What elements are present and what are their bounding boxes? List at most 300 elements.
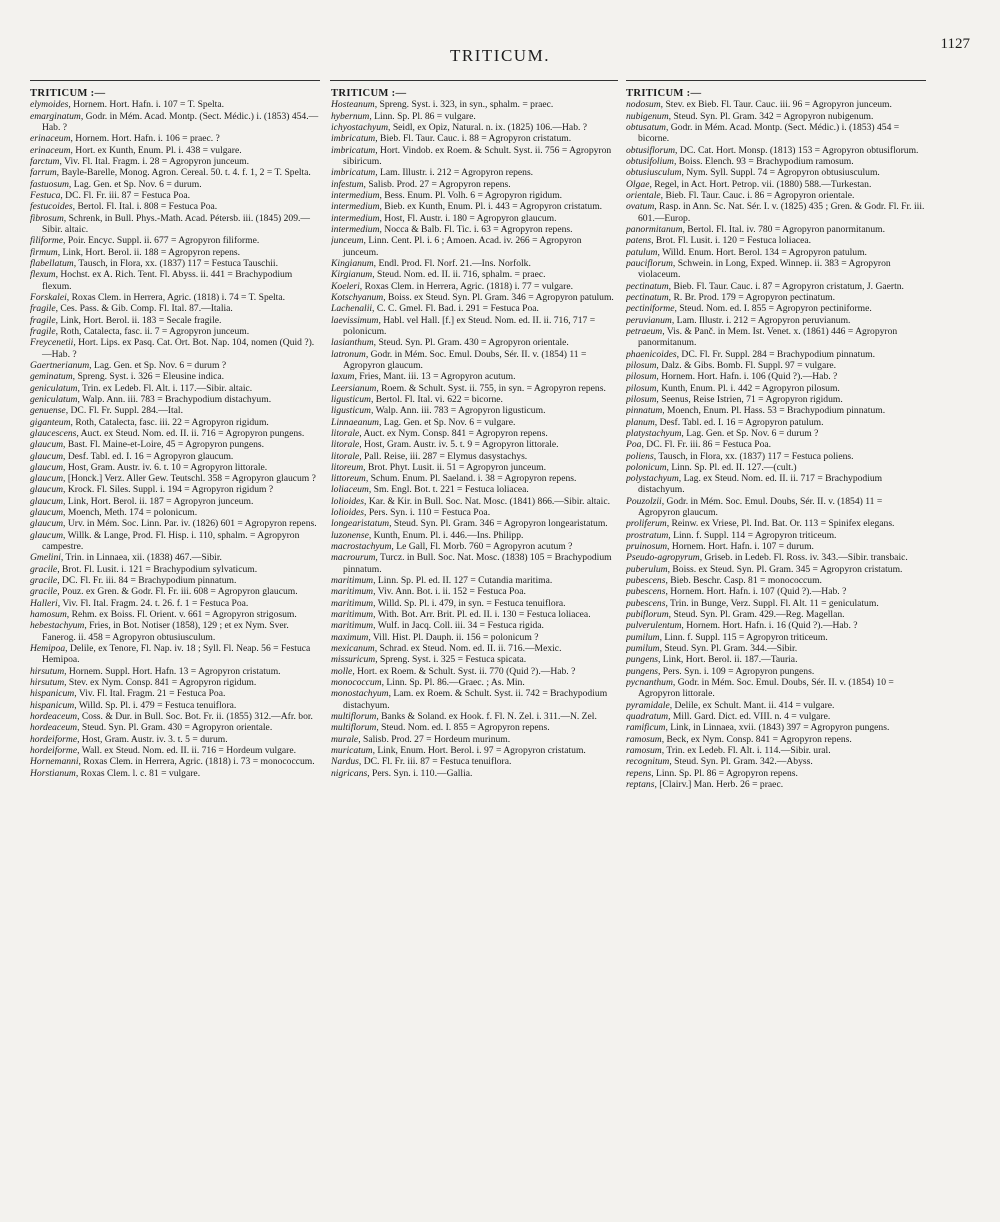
species-name: litorale [331,427,360,439]
citation-text: , Le Gall, Fl. Morb. 760 = Agropyron acutum ? [391,541,573,553]
index-entry [331,484,619,495]
citation-text: , Linn. Sp. Pl. 86 = vulgare. [369,110,476,122]
index-entry [331,620,619,631]
index-entry [331,99,619,110]
species-name: junceum [331,235,364,247]
index-entry [30,745,320,756]
citation-text: , Bertol. Fl. Ital. vi. 622 = bicorne. [370,393,503,405]
citation-text: , Link, Hort. Berol. ii. 187.—Tauria. [657,654,798,666]
citation-text: , Bieb. Fl. Taur. Cauc. i. 86 = Agropyron orientale. [660,189,855,201]
citation-text: , Lag. Gen. et Sp. Nov. 6 = durum. [68,178,202,190]
index-entry [626,190,926,201]
citation-text: , Link, Enum. Hort. Berol. i. 97 = Agropyron cristatum. [372,745,586,757]
species-name: pumilum [626,631,660,643]
species-name: imbricatum [331,144,376,156]
citation-text: , Hornem. Hort. Hafn. i. 106 = praec. ? [70,133,220,145]
species-name: imbricatum [331,133,376,145]
citation-text: , Link, in Linnaea, xvii. (1843) 397 = Agropyron pungens. [665,722,890,734]
citation-text: , Moench, Enum. Pl. Hass. 53 = Brachypodium pinnatum. [662,405,886,417]
index-entry [626,722,926,733]
species-name: maritimum [331,620,374,632]
species-name: nigricans [331,767,368,779]
citation-text: , Host, Gram. Austr. iv. 6. t. 10 = Agropyron littorale. [63,461,268,473]
species-name: geminatum [30,371,73,383]
citation-text: , Roth, Catalecta, fasc. ii. 7 = Agropyron junceum. [55,325,250,337]
species-name: geniculatum [30,382,78,394]
index-entry [626,451,926,462]
index-entry [626,383,926,394]
species-name: pubiflorum [626,609,669,621]
citation-text: , Bertol. Fl. Ital. iv. 780 = Agropyron panormitanum. [682,223,886,235]
citation-text: , Link, Hort. Berol. ii. 187 = Agropyron junceum. [63,495,254,507]
citation-text: , Walp. Ann. iii. 783 = Agropyron ligusticum. [370,405,546,417]
index-entry [626,122,926,145]
citation-text: , Kunth, Enum. Pl. i. 446.—Ins. Philipp. [368,529,524,541]
citation-text: , Steud. Syn. Pl. Gram. 429.—Reg. Magellan. [668,609,845,621]
index-entry [331,586,619,597]
species-name: Nardus [331,756,359,768]
citation-text: , With. Bot. Arr. Brit. Pl. ed. II. i. 130 = Festuca loliacea. [373,609,591,621]
citation-text: , Desf. Tabl. ed. I. 16 = Agropyron patulum. [654,416,824,428]
citation-text: , Lam. ex Roem. & Schult. Syst. ii. 742 = Brachypodium distachyum. [343,688,608,711]
species-name: Hosteanum [331,99,375,111]
index-entry [331,281,619,292]
species-name: Horstianum [30,767,76,779]
index-entry [30,734,320,745]
species-name: nubigenum [626,110,669,122]
citation-text: , Kunth, Enum. Pl. i. 442 = Agropyron pilosum. [656,382,840,394]
citation-text: , Hort. Lips. ex Pasq. Cat. Ort. Bot. Nap. 104, nomen (Quid ?).—Hab. ? [42,337,315,360]
index-entry [626,654,926,665]
index-entry [331,530,619,541]
index-entry [626,620,926,631]
citation-text: , Trin. in Linnaea, xii. (1838) 467.—Sibir. [60,552,222,564]
column-rule-1 [30,80,320,81]
index-entry [30,371,320,382]
citation-text: , Bieb. Fl. Taur. Cauc. i. 88 = Agropyron cristatum. [375,133,572,145]
citation-text: , Roem. & Schult. Syst. ii. 755, in syn. = Agropyron repens. [376,382,606,394]
index-entry [626,179,926,190]
index-entry [626,439,926,450]
species-name: loliaceum [331,484,369,496]
citation-text: , Linn. Sp. Pl. 86.—Graec. ; As. Min. [381,677,525,689]
species-name: hordeaceum [30,711,78,723]
citation-text: , Link, Hort. Berol. ii. 183 = Secale fragile. [55,314,222,326]
citation-text: , Godr. in Mém. Soc. Emul. Doubs, Sér. II. v. (1854) 11 = Agropyron glaucum. [638,495,883,519]
index-entry [331,541,619,552]
index-entry [331,756,619,767]
index-column-1 [30,88,320,1198]
species-name: glaucum [30,507,64,519]
species-name: hordeiforme [30,733,78,745]
index-entry [30,620,320,643]
index-entry [30,99,320,110]
citation-text: , R. Br. Prod. 179 = Agropyron pectinatum. [668,291,836,303]
citation-text: , Auct. ex Nym. Consp. 841 = Agropyron repens. [359,427,548,439]
species-name: platystachyum [626,427,682,439]
citation-text: , Nocca & Balb. Fl. Tic. i. 63 = Agropyron repens. [379,223,573,235]
index-entry [331,201,619,212]
index-column-2 [331,88,619,1198]
citation-text: , Wall. ex Steud. Nom. ed. II. ii. 716 = Hordeum vulgare. [77,745,297,757]
species-name: pilosum [626,382,657,394]
index-entry [331,428,619,439]
species-name: missuricum [331,654,376,666]
species-name: Halleri [30,597,58,609]
species-name: proliferum [626,518,667,530]
citation-text: , Pers. Syn. i. 110 = Festuca Poa. [364,507,491,519]
index-entry [626,700,926,711]
index-entry [626,201,926,224]
species-name: maritimum [331,586,374,598]
species-name: Lachenalii [331,303,373,315]
index-entry [331,315,619,338]
citation-text: , Viv. Fl. Ital. Fragm. 21 = Festuca Poa. [74,688,226,700]
species-name: erinaceum [30,144,71,156]
index-entry [30,688,320,699]
species-name: Forskalei [30,291,67,303]
species-name: nodosum [626,99,661,111]
citation-text: , Godr. in Mém. Soc. Emul. Doubs, Sér. II. v. (1854) 10 = Agropyron littorale. [638,677,894,700]
species-name: pilosum [626,393,657,405]
index-entry [30,768,320,779]
index-entry [331,598,619,609]
species-name: lasianthum [331,337,374,349]
index-entry [331,349,619,372]
index-entry [626,711,926,722]
citation-text: , Urv. in Mém. Soc. Linn. Par. iv. (1826) 601 = Agropyron repens. [63,518,317,530]
species-name: filiforme [30,235,64,247]
index-entry [30,496,320,507]
index-entry [331,609,619,620]
citation-text: , Viv. Ann. Bot. i. ii. 152 = Festuca Poa. [373,586,526,598]
citation-text: , Roxas Clem. in Herrera, Agric. (1818) i. 74 = T. Spelta. [66,291,285,303]
species-name: hybernum [331,110,370,122]
citation-text: , Turcz. in Bull. Soc. Nat. Mosc. (1838) 105 = Brachypodium pinnatum. [343,552,612,575]
citation-text: , Vis. & Panč. in Mem. Ist. Venet. x. (1861) 446 = Agropyron panormitanum. [638,325,898,349]
species-name: glaucum [30,450,64,462]
index-entry [626,405,926,416]
index-entry [626,779,926,790]
index-entry [626,598,926,609]
index-entry [331,575,619,586]
species-name: pinnatum [626,405,663,417]
citation-text: , Auct. ex Steud. Nom. ed. II. ii. 716 = Agropyron pungens. [76,427,305,439]
species-name: hirsutum [30,677,65,689]
citation-text: , Link, Hort. Berol. ii. 188 = Agropyron repens. [57,246,241,258]
citation-text: , Bertol. Fl. Ital. i. 808 = Festuca Poa. [72,201,218,213]
index-entry [331,473,619,484]
species-name: Freycenetii [30,337,74,349]
species-name: laevissimum [331,314,379,326]
species-name: hamosum [30,609,67,621]
citation-text: , Linn. Sp. Pl. ed. II. 127 = Cutandia maritima. [373,575,553,587]
index-entry [30,303,320,314]
citation-text: , Schwein. in Long, Exped. Winnep. ii. 383 = Agropyron violaceum. [638,257,891,281]
index-entry [331,167,619,178]
species-name: Kotschyanum [331,291,384,303]
citation-text: , Boiss. Elench. 93 = Brachypodium ramosum. [673,155,854,167]
index-entry [30,586,320,597]
species-name: geniculatum [30,393,78,405]
species-name: pubescens [626,597,666,609]
index-entry [331,269,619,280]
citation-text: , Willd. Sp. Pl. i. 479, in syn. = Festuca tenuiflora. [373,597,566,609]
index-entry [30,292,320,303]
species-name: repens [626,767,652,779]
species-name: ligusticum [331,393,371,405]
column-heading: TRITICUM :— [626,88,702,99]
species-name: genuense [30,405,66,417]
species-name: panormitanum [626,223,683,235]
index-entry [626,417,926,428]
species-name: ramificum [626,722,666,734]
citation-text: , Salisb. Prod. 27 = Hordeum murinum. [358,733,511,745]
index-entry [331,122,619,133]
species-name: litorale [331,450,360,462]
citation-text: , Tausch, in Flora, xx. (1837) 117 = Festuca poliens. [653,450,854,462]
species-name: macrostachyum [331,541,392,553]
index-entry [626,768,926,779]
index-entry [331,462,619,473]
citation-text: , Habl. vel Hall. [f.] ex Steud. Nom. ed. II. ii. 716, 717 = polonicum. [343,314,596,337]
index-entry [30,484,320,495]
citation-text: , Boiss. ex Steud. Syn. Pl. Gram. 346 = Agropyron patulum. [383,291,614,303]
species-name: obtusiflorum [626,144,676,156]
citation-text: , Hort. ex Roem. & Schult. Syst. ii. 770 (Quid ?).—Hab. ? [352,665,576,677]
species-name: giganteum [30,416,71,428]
index-entry [331,666,619,677]
index-entry [30,258,320,269]
species-name: Kingianum [331,257,374,269]
citation-text: , Steud. Syn. Pl. Gram. 342 = Agropyron nubigenum. [668,110,874,122]
species-name: farctum [30,155,60,167]
index-entry [30,156,320,167]
species-name: littoreum [331,473,366,485]
citation-text: , Lam. Illustr. i. 212 = Agropyron repens. [375,167,534,179]
species-name: glaucum [30,439,64,451]
index-entry [331,677,619,688]
citation-text: , Schrenk, in Bull. Phys.-Math. Acad. Pétersb. iii. (1845) 209.—Sibir. altaic. [42,212,310,235]
index-entry [331,654,619,665]
citation-text: , Reinw. ex Vriese, Pl. Ind. Bat. Or. 113 = Spinifex elegans. [666,518,895,530]
species-name: puberulum [626,563,668,575]
citation-text: , Tausch, in Flora, xx. (1837) 117 = Festuca Tauschii. [73,257,278,269]
species-name: maritimum [331,575,374,587]
citation-text: , Seidl, ex Opiz, Natural. n. ix. (1825) 106.—Hab. ? [388,121,588,133]
citation-text: , Steud. Nom. ed. II. ii. 716, sphalm. = praec. [372,269,546,281]
index-entry [626,575,926,586]
citation-text: , Roxas Clem. in Herrera, Agric. (1818) i. 73 = monococcum. [78,756,315,768]
species-name: glaucum [30,529,64,541]
citation-text: , Wulf. in Jacq. Coll. iii. 34 = Festuca rigida. [373,620,544,632]
species-name: maritimum [331,609,374,621]
index-entry [30,417,320,428]
species-name: molle [331,665,353,677]
citation-text: , Hornem. Hort. Hafn. i. 107 = T. Spelta. [68,99,224,111]
index-entry [30,700,320,711]
citation-text: , Trin. ex Ledeb. Fl. Alt. i. 117.—Sibir. altaic. [77,382,253,394]
citation-text: , Sm. Engl. Bot. t. 221 = Festuca loliacea. [368,484,529,496]
index-entry [331,235,619,258]
species-name: pectiniforme [626,303,675,315]
citation-text: , Hornem. Hort. Hafn. i. 107 = durum. [667,541,814,553]
species-name: Festuca [30,189,61,201]
species-name: Poa [626,439,642,451]
citation-text: , Dalz. & Gibs. Bomb. Fl. Suppl. 97 = vulgare. [656,359,837,371]
index-entry [626,530,926,541]
index-entry [331,111,619,122]
index-entry [626,586,926,597]
species-name: elymoides [30,99,69,111]
species-name: patulum [626,246,658,258]
species-name: intermedium [331,212,380,224]
index-entry [331,451,619,462]
citation-text: , Steud. Syn. Pl. Gram. 344.—Sibir. [659,643,798,655]
citation-text: , Steud. Syn. Pl. Gram. 346 = Agropyron longearistatum. [389,518,608,530]
index-entry [331,190,619,201]
species-name: poliens [626,450,654,462]
index-entry [30,213,320,236]
index-entry [30,439,320,450]
species-name: latronum [331,348,366,360]
citation-text: , Trin. ex Ledeb. Fl. Alt. i. 114.—Sibir. ural. [661,745,831,757]
species-name: laxum [331,371,355,383]
index-entry [30,201,320,212]
species-name: ramosum [626,733,662,745]
index-entry [331,734,619,745]
index-entry [626,677,926,700]
citation-text: , Endl. Prod. Fl. Norf. 21.—Ins. Norfolk. [373,257,531,269]
citation-text: , DC. Fl. Fr. Suppl. 284 = Brachypodium pinnatum. [676,348,875,360]
index-entry [331,552,619,575]
citation-text: , Rehm. ex Boiss. Fl. Orient. v. 661 = Agropyron strigosum. [66,609,297,621]
species-name: fragile [30,303,56,315]
species-name: pulverulentum [626,620,682,632]
species-name: peruvianum [626,314,672,326]
species-name: pycnanthum [626,677,673,689]
citation-text: , Hochst. ex A. Rich. Tent. Fl. Abyss. ii. 441 = Brachypodium flexum. [42,269,293,292]
index-entry [331,258,619,269]
citation-text: , Fries, Mant. iii. 13 = Agropyron acutum. [354,371,516,383]
index-entry [331,179,619,190]
species-name: obtusatum [626,121,666,133]
species-name: hordeiforme [30,745,78,757]
index-entry [626,666,926,677]
citation-text: , Lam. Illustr. i. 212 = Agropyron peruvianum. [671,314,851,326]
species-name: hirsutum [30,665,65,677]
citation-text: , Beck, ex Nym. Consp. 841 = Agropyron repens. [661,733,852,745]
citation-text: , Lag. Gen. et Sp. Nov. 6 = durum ? [89,359,227,371]
index-entry [626,247,926,258]
citation-text: , Vill. Hist. Pl. Dauph. ii. 156 = polonicum ? [368,631,539,643]
species-name: pruinosum [626,541,668,553]
citation-text: , Mill. Gard. Dict. ed. VIII. n. 4 = vulgare. [668,711,831,723]
citation-text: , Brot. Fl. Lusit. i. 121 = Brachypodium sylvaticum. [57,563,258,575]
index-entry [626,371,926,382]
species-name: firmum [30,246,58,258]
species-name: patens [626,235,652,247]
species-name: multiflorum [331,722,377,734]
species-name: obtusifolium [626,155,674,167]
citation-text: , Host, Gram. Austr. iv. 3. t. 5 = durum. [77,733,228,745]
species-name: intermedium [331,223,380,235]
species-name: intermedium [331,201,380,213]
citation-text: , Fries, in Bot. Notiser (1858), 129 ; et ex Nym. Sver. Fanerog. ii. 458 = Agropyron obtusiusculum. [42,620,289,643]
citation-text: , DC. Fl. Fr. iii. 87 = Festuca Poa. [60,189,190,201]
index-entry [30,473,320,484]
species-name: emarginatum [30,110,81,122]
index-entry [331,745,619,756]
index-entry [30,111,320,134]
species-name: pauciflorum [626,257,673,269]
page-header [0,34,1000,66]
index-entry [626,326,926,349]
index-entry [331,303,619,314]
citation-text: , Bess. Enum. Pl. Volh. 6 = Agropyron rigidum. [379,189,563,201]
index-entry [30,326,320,337]
species-name: flexum [30,269,56,281]
index-entry [331,383,619,394]
column-heading: TRITICUM :— [331,88,407,99]
species-name: Pouzolzii [626,495,662,507]
index-entry [30,711,320,722]
index-entry [331,632,619,643]
citation-text: , Poir. Encyc. Suppl. ii. 677 = Agropyron filiforme. [63,235,260,247]
citation-text: , Steud. Nom. ed. I. 855 = Agropyron repens. [376,722,550,734]
index-entry [626,632,926,643]
index-entry [626,541,926,552]
species-name: glaucum [30,473,64,485]
species-name: maximum [331,631,369,643]
citation-text: , Linn. Sp. Pl. 86 = Agropyron repens. [651,767,798,779]
index-entry [30,609,320,620]
species-name: pectinatum [626,280,669,292]
citation-text: , Willk. & Lange, Prod. Fl. Hisp. i. 110, sphalm. = Agropyron campestre. [42,529,300,553]
species-name: glaucescens [30,427,77,439]
citation-text: , Brot. Phyt. Lusit. ii. 51 = Agropyron junceum. [363,461,547,473]
index-entry [331,688,619,711]
citation-text: , Lag. ex Steud. Nom. ed. II. ii. 717 = Brachypodium distachyum. [638,473,883,496]
running-title: TRITICUM. [450,46,550,65]
species-name: quadratum [626,711,669,723]
index-entry [30,190,320,201]
citation-text: , Steud. Syn. Pl. Gram. 430 = Agropyron orientale. [77,722,273,734]
citation-text: , Hornem. Hort. Hafn. i. 106 (Quid ?).—Hab. ? [656,371,838,383]
index-entry [331,722,619,733]
index-entry [30,518,320,529]
index-entry [626,394,926,405]
species-name: multiflorum [331,711,377,723]
citation-text: , Roxas Clem. l. c. 81 = vulgare. [75,767,201,779]
index-entry [331,371,619,382]
index-entry [331,507,619,518]
citation-text: , Schum. Enum. Pl. Saeland. i. 38 = Agropyron repens. [365,473,577,485]
citation-text: , [Clairv.] Man. Herb. 26 = praec. [654,779,784,791]
species-name: farrum [30,167,57,179]
citation-text: , Stev. ex Bieb. Fl. Taur. Cauc. iii. 96 = Agropyron junceum. [660,99,892,111]
citation-text: , Pers. Syn. i. 109 = Agropyron pungens. [657,665,815,677]
citation-text: , Steud. Syn. Pl. Gram. 430 = Agropyron orientale. [373,337,569,349]
index-entry [30,530,320,553]
species-name: prostratum [626,529,669,541]
citation-text: , Linn. f. Suppl. 114 = Agropyron triticeum. [668,529,837,541]
index-entry [30,677,320,688]
citation-text: , Delile, ex Tenore, Fl. Nap. iv. 18 ; Syll. Fl. Neap. 56 = Festuca Hemipoa. [42,643,311,666]
index-entry [626,156,926,167]
citation-text: , Roxas Clem. in Herrera, Agric. (1818) i. 77 = vulgare. [359,280,574,292]
index-entry [30,337,320,360]
